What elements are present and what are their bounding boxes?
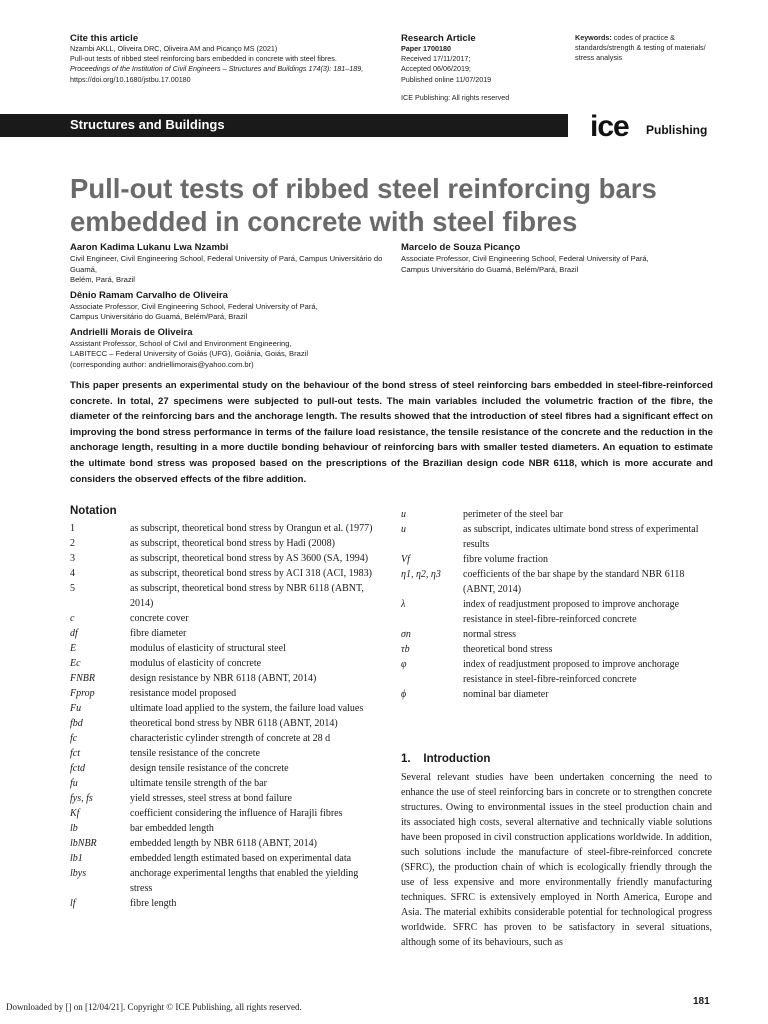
author-affiliation: LABITECC – Federal University of Goiás (UFG), Goiânia, Goiás, Brazil [70, 349, 309, 358]
notation-symbol: φ [401, 659, 407, 670]
author-right [401, 238, 713, 275]
author-contact: (corresponding author: andriellimorais@yahoo.com.br) [70, 359, 254, 369]
title-line-2: embedded in concrete with steel fibres [70, 206, 578, 237]
notation-description: tensile resistance of the concrete [130, 748, 260, 759]
notation-symbol: lb1 [70, 853, 83, 864]
notation-description: as subscript, indicates ultimate bond stress of experimental results [463, 524, 699, 550]
author-name: Aaron Kadima Lukanu Lwa Nzambi [70, 242, 229, 253]
cite-block [70, 33, 390, 85]
notation-description: anchorage experimental lengths that enabled the yielding stress [130, 868, 359, 894]
author-affiliation: Associate Professor, Civil Engineering School, Federal University of Pará, [70, 301, 318, 311]
notation-description: resistance model proposed [130, 688, 237, 699]
notation-row [401, 627, 712, 642]
author-affiliation: Assistant Professor, School of Civil and Environment Engineering, [70, 338, 292, 348]
notation-description: normal stress [463, 629, 517, 640]
notation-row [401, 522, 712, 552]
ice-logo: ice [590, 110, 629, 143]
author-name: Andrielli Morais de Oliveira [70, 326, 193, 338]
introduction-text: Several relevant studies have been undertaken concerning the need to enhance the use of steel reinforcing bars in concrete or to strengthen concrete structures. Owing to environmental issues in the steel production chain and its associated high costs, several alternative and technically viable solutions have been proposed in civil construction applications worldwide. In addition, such solutions include the manufacture of steel-fibre-reinforced concrete (SFRC), the production chain of which is ecologically friendly through the use of less expensive and more environmentally friendly manufacturing techniques. SFRC is extensively employed in North America, Europe and Asia. The material exhibits considerable potential for technological progress worldwide. SFRC has proven to be satisfactory in several situations, although some of its behaviours, such as [401, 772, 712, 948]
notation-row [401, 642, 712, 657]
paper-number: Paper 1700180 [401, 44, 451, 53]
notation-symbol: ϕ [401, 689, 407, 700]
notation-description: as subscript, theoretical bond stress by AS 3600 (SA, 1994) [130, 553, 369, 564]
notation-row [401, 567, 712, 597]
notation-symbol: Kf [70, 808, 80, 819]
notation-symbol: lb [70, 823, 78, 834]
notation-symbol: 3 [70, 553, 75, 564]
notation-description: design resistance by NBR 6118 (ABNT, 2014) [130, 673, 317, 684]
notation-row [70, 701, 381, 716]
author-affiliation: Campus Universitário do Guamá, Belém/Pará, Brazil [401, 264, 579, 274]
notation-symbol: df [70, 628, 78, 639]
notation-description: theoretical bond stress by NBR 6118 (ABNT, 2014) [130, 718, 338, 729]
notation-symbol: u [401, 509, 406, 520]
notation-description: yield stresses, steel stress at bond failure [130, 793, 292, 804]
author-2 [70, 289, 390, 323]
notation-row [401, 507, 712, 522]
notation-symbol: τb [401, 644, 410, 655]
notation-description: fibre length [130, 898, 177, 909]
notation-row [70, 791, 381, 806]
download-notice: Downloaded by [] on [12/04/21]. Copyright © ICE Publishing, all rights reserved. [6, 1002, 302, 1012]
notation-symbol: fct [70, 748, 80, 759]
notation-symbol: σn [401, 629, 411, 640]
author-affiliation: Civil Engineer, Civil Engineering School, Federal University of Pará, Campus Universitário do Guamá, [70, 254, 383, 274]
cite-journal: Proceedings of the Institution of Civil Engineers – Structures and Buildings 174(3): 181–189, [70, 64, 364, 74]
abstract: This paper presents an experimental study on the behaviour of the bond stress of steel reinforcing bars embedded in steel-fibre-reinforced concrete. In total, 27 specimens were subjected to pull-out tests. The main variables included the volumetric fraction of the fibre, the diameter of the reinforcing bars and the anchorage length. The results showed that the introduction of steel fibres had a significant effect on improving the bond stress performance in terms of the failure load resistance, the tensile resistance of the concrete and the reduction in the anchorage length, resulting in a more ductile bonding behaviour of reinforcing bars with smaller tested diameters. An equation to estimate the ultimate bond stress was proposed based on the prescriptions of the Brazilian design code NBR 6118, which is more accurate and considers the observed effects of the fibre addition. [70, 380, 713, 485]
notation-symbol: η1, η2, η3 [401, 569, 441, 580]
notation-row [70, 521, 381, 536]
author-1 [70, 241, 390, 286]
notation-row [70, 761, 381, 776]
notation-row [70, 776, 381, 791]
author-3 [70, 326, 390, 371]
notation-symbol: Vf [401, 554, 410, 565]
author-affiliation: Campus Universitário do Guamá, Belém/Pará, Brazil [70, 312, 248, 321]
notation-row [70, 716, 381, 731]
notation-description: fibre volume fraction [463, 554, 548, 565]
keywords-label: Keywords: [575, 33, 612, 42]
notation-row [401, 552, 712, 567]
notation-description: perimeter of the steel bar [463, 509, 563, 520]
notation-symbol: lf [70, 898, 76, 909]
notation-symbol: lbys [70, 868, 87, 879]
authors-left [70, 238, 390, 370]
keywords-line3: stress analysis [575, 53, 623, 63]
author-name: Marcelo de Souza Picanço [401, 242, 521, 253]
notation-row [70, 851, 381, 866]
section-banner [0, 114, 568, 137]
author-affiliation: Belém, Pará, Brazil [70, 275, 135, 284]
notation-symbol: 5 [70, 583, 75, 594]
cite-authors: Nzambi AKLL, Oliveira DRC, Oliveira AM and Picanço MS (2021) [70, 44, 278, 53]
notation-description: index of readjustment proposed to improve anchorage resistance in steel-fibre-reinforced concrete [463, 599, 680, 625]
notation-description: as subscript, theoretical bond stress by NBR 6118 (ABNT, 2014) [130, 583, 364, 609]
notation-description: modulus of elasticity of concrete [130, 658, 262, 669]
notation-symbol: 4 [70, 568, 75, 579]
research-heading: Research Article [401, 33, 476, 44]
notation-symbol: fu [70, 778, 78, 789]
section-name: Structures and Buildings [70, 117, 225, 132]
notation-symbol: Fprop [70, 688, 95, 699]
notation-description: modulus of elasticity of structural steel [130, 643, 286, 654]
notation-row [70, 866, 381, 896]
notation-symbol: λ [401, 599, 406, 610]
keywords-block [575, 33, 725, 64]
notation-row [70, 626, 381, 641]
notation-symbol: 2 [70, 538, 75, 549]
notation-list-left [70, 521, 381, 911]
notation-description: as subscript, theoretical bond stress by ACI 318 (ACI, 1983) [130, 568, 372, 579]
notation-row [70, 611, 381, 626]
publisher-name: Publishing [646, 123, 708, 137]
notation-row [70, 656, 381, 671]
notation-row [401, 597, 712, 627]
notation-symbol: 1 [70, 523, 75, 534]
notation-row [70, 566, 381, 581]
notation-description: concrete cover [130, 613, 189, 624]
article-title [70, 172, 730, 238]
notation-symbol: fc [70, 733, 78, 744]
introduction-heading: 1. Introduction [401, 753, 491, 765]
notation-symbol: u [401, 524, 406, 535]
cite-heading: Cite this article [70, 33, 139, 44]
research-block [401, 33, 561, 103]
author-affiliation: Associate Professor, Civil Engineering School, Federal University of Pará, [401, 254, 649, 263]
page-number: 181 [693, 996, 710, 1007]
notation-description: coefficient considering the influence of Harajli fibres [130, 808, 343, 819]
received-date: Received 17/11/2017; [401, 54, 471, 64]
notation-row [70, 551, 381, 566]
notation-list-right [401, 507, 712, 702]
notation-row [70, 836, 381, 851]
notation-row [70, 536, 381, 551]
notation-description: theoretical bond stress [463, 644, 553, 655]
notation-description: nominal bar diameter [463, 689, 549, 700]
notation-row [70, 896, 381, 911]
notation-symbol: fctd [70, 763, 85, 774]
notation-description: design tensile resistance of the concrete [130, 763, 289, 774]
cite-doi[interactable]: https://doi.org/10.1680/jstbu.17.00180 [70, 74, 191, 84]
notation-description: ultimate load applied to the system, the failure load values [130, 703, 364, 714]
notation-row [401, 687, 712, 702]
notation-symbol: fys, fs [70, 793, 93, 804]
notation-symbol: Ec [70, 658, 81, 669]
notation-row [70, 671, 381, 686]
accepted-date: Accepted 06/06/2019; [401, 64, 471, 74]
author-name: Dênio Ramam Carvalho de Oliveira [70, 289, 228, 301]
notation-row [70, 821, 381, 836]
notation-row [70, 641, 381, 656]
notation-description: index of readjustment proposed to improve anchorage resistance in steel-fibre-reinforced concrete [463, 659, 680, 685]
notation-row [70, 581, 381, 611]
notation-description: characteristic cylinder strength of concrete at 28 d [130, 733, 331, 744]
notation-row [70, 746, 381, 761]
notation-heading: Notation [70, 505, 117, 517]
keywords-line1: codes of practice & [611, 33, 675, 42]
notation-row [70, 686, 381, 701]
keywords-line2: standards/strength & testing of materials/ [575, 43, 706, 53]
notation-row [70, 731, 381, 746]
notation-row [70, 806, 381, 821]
title-line-1: Pull-out tests of ribbed steel reinforcing bars [70, 173, 657, 204]
notation-symbol: lbNBR [70, 838, 97, 849]
published-date: Published online 11/07/2019 [401, 74, 492, 84]
notation-description: fibre diameter [130, 628, 187, 639]
rights-statement: ICE Publishing: All rights reserved [401, 92, 510, 102]
cite-title: Pull-out tests of ribbed steel reinforcing bars embedded in concrete with steel fibres. [70, 54, 337, 64]
notation-description: embedded length by NBR 6118 (ABNT, 2014) [130, 838, 317, 849]
notation-description: embedded length estimated based on experimental data [130, 853, 352, 864]
notation-symbol: Fu [70, 703, 82, 714]
notation-symbol: FNBR [70, 673, 95, 684]
notation-row [401, 657, 712, 687]
notation-description: coefficients of the bar shape by the standard NBR 6118 (ABNT, 2014) [463, 569, 685, 595]
notation-description: as subscript, theoretical bond stress by Hadi (2008) [130, 538, 335, 549]
notation-symbol: fbd [70, 718, 83, 729]
notation-description: bar embedded length [130, 823, 214, 834]
notation-symbol: c [70, 613, 75, 624]
notation-symbol: E [70, 643, 77, 654]
notation-description: ultimate tensile strength of the bar [130, 778, 267, 789]
notation-description: as subscript, theoretical bond stress by Orangun et al. (1977) [130, 523, 373, 534]
